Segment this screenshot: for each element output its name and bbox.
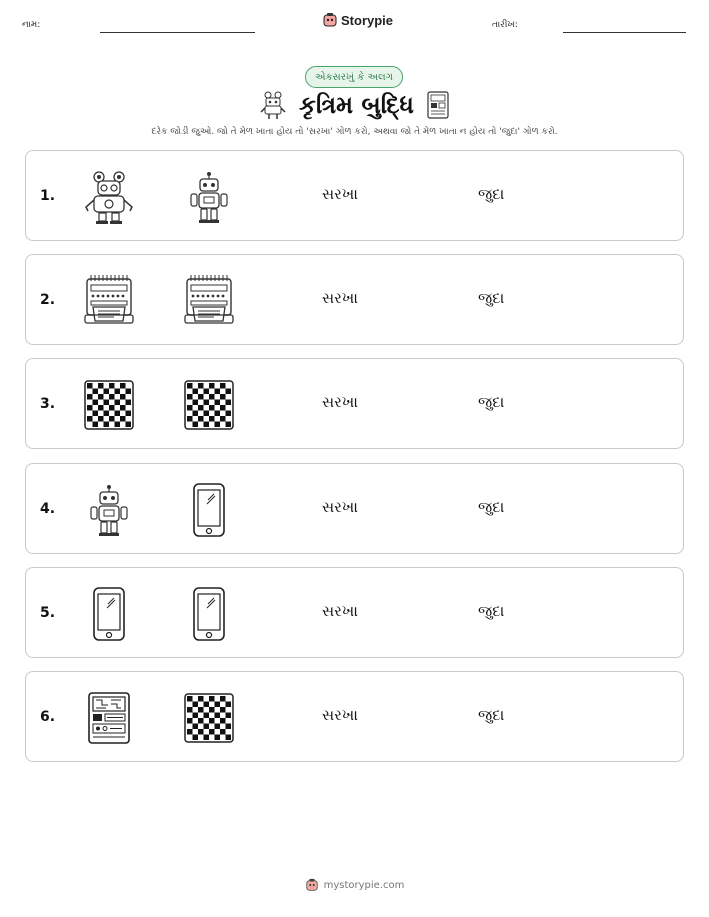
right-picture <box>181 377 237 433</box>
same-option[interactable]: સરખા <box>322 185 358 203</box>
left-picture <box>81 377 137 433</box>
footer <box>0 878 709 892</box>
checkerboard-icon <box>181 690 237 746</box>
left-picture <box>81 690 137 746</box>
question-row <box>25 671 684 762</box>
computer-printer-icon <box>81 273 137 329</box>
different-option[interactable]: જુદા <box>478 185 505 203</box>
date-line[interactable] <box>563 32 686 33</box>
checkerboard-icon <box>181 377 237 433</box>
robot-icon <box>181 169 237 225</box>
left-picture <box>81 586 137 642</box>
right-picture <box>181 482 237 538</box>
question-row <box>25 358 684 449</box>
question-row <box>25 150 684 241</box>
checkerboard-icon <box>81 377 137 433</box>
question-number: 4. <box>40 500 56 517</box>
robot-gears-icon <box>259 90 287 120</box>
question-row <box>25 254 684 345</box>
question-number: 5. <box>40 604 56 621</box>
question-row <box>25 567 684 658</box>
date-label: તારીખ: <box>492 20 518 30</box>
right-picture <box>181 169 237 225</box>
title-row <box>0 90 709 120</box>
name-label: નામ: <box>22 20 41 30</box>
left-picture <box>81 273 137 329</box>
same-option[interactable]: સરખા <box>322 601 358 620</box>
left-picture <box>81 169 137 225</box>
instructions: દરેક જોડી જુઓ. જો તે મેળ ખાતા હોય તો 'સરખા' ગોળ કરો, અથવા જો તે મેળ ખાતા ન હોય તો 'જુદા' ગોળ કરો. <box>151 127 558 137</box>
footer-site: mystorypie.com <box>323 879 405 891</box>
circuit-board-icon <box>81 690 137 746</box>
storypie-mascot-icon <box>305 878 319 892</box>
same-option[interactable]: સરખા <box>322 393 358 412</box>
question-number: 2. <box>40 292 56 309</box>
question-row <box>25 463 684 554</box>
different-option[interactable]: જુદા <box>478 706 505 724</box>
different-option[interactable]: જુદા <box>478 497 505 516</box>
right-picture <box>181 690 237 746</box>
brand-logo <box>322 12 393 28</box>
smartphone-icon <box>181 482 237 538</box>
same-option[interactable]: સરખા <box>322 289 358 308</box>
smartphone-icon <box>81 586 137 642</box>
right-picture <box>181 586 237 642</box>
smartphone-icon <box>181 586 237 642</box>
question-number: 3. <box>40 396 56 413</box>
same-option[interactable]: સરખા <box>322 706 358 724</box>
brand-name: Storypie <box>341 12 394 28</box>
different-option[interactable]: જુદા <box>478 601 505 620</box>
different-option[interactable]: જુદા <box>478 289 505 308</box>
storypie-mascot-icon <box>322 12 338 28</box>
right-picture <box>181 273 237 329</box>
robot-gears-icon <box>81 169 137 225</box>
page-title: કૃત્રિમ બુદ્ધિ <box>299 91 414 119</box>
computer-printer-icon <box>181 273 237 329</box>
different-option[interactable]: જુદા <box>478 393 505 412</box>
left-picture <box>81 482 137 538</box>
question-number: 1. <box>40 188 56 204</box>
topic-badge: એકસરખું કે અલગ <box>305 66 403 88</box>
circuit-board-icon <box>426 90 450 120</box>
robot-icon <box>81 482 137 538</box>
name-line[interactable] <box>100 32 255 33</box>
same-option[interactable]: સરખા <box>322 497 358 516</box>
question-number: 6. <box>40 709 56 725</box>
